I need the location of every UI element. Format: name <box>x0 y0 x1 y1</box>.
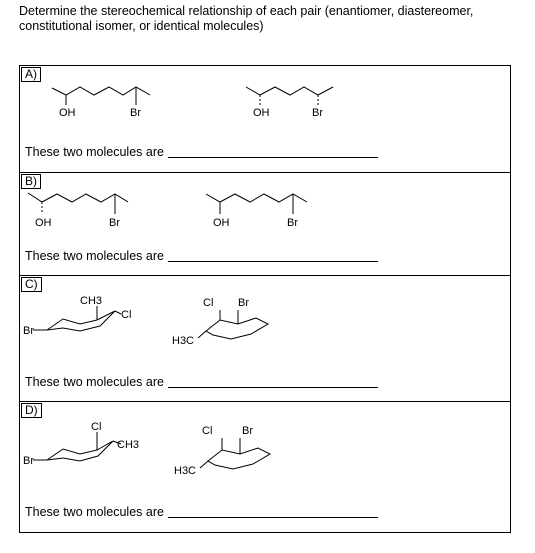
prompt-text: These two molecules are <box>25 505 164 519</box>
prompt-text: These two molecules are <box>25 375 164 389</box>
molecule-c-right <box>168 286 288 356</box>
mol-label: OH <box>59 107 76 119</box>
mol-label: Br <box>23 325 34 337</box>
molecule-a-right <box>240 74 380 124</box>
molecule-d-left <box>25 412 145 472</box>
mol-label: OH <box>35 217 52 229</box>
molecule-c-left <box>25 286 145 346</box>
mol-label: Cl <box>203 297 214 309</box>
answer-blank[interactable] <box>168 387 378 388</box>
prompt-text: These two molecules are <box>25 249 164 263</box>
mol-label: Cl <box>121 309 132 321</box>
question-frame <box>19 65 511 533</box>
mol-label: CH3 <box>117 439 140 451</box>
section-label: D) <box>21 403 42 418</box>
mol-label: Br <box>287 217 298 229</box>
mol-label: CH3 <box>80 295 103 307</box>
molecule-a-left <box>40 74 180 124</box>
mol-label: Br <box>238 297 249 309</box>
answer-blank[interactable] <box>168 261 378 262</box>
mol-label: OH <box>253 107 270 119</box>
mol-label: Br <box>312 107 323 119</box>
mol-label: OH <box>213 217 230 229</box>
mol-label: H3C <box>172 335 195 347</box>
section-c <box>20 275 510 401</box>
instructions-text: Determine the stereochemical relationship of each pair (enantiomer, diastereomer, constitutional isomer, or identical molecules) <box>19 4 474 33</box>
mol-label: H3C <box>174 465 197 477</box>
molecule-d-right <box>170 414 290 484</box>
answer-blank[interactable] <box>168 157 378 158</box>
molecule-b-right <box>202 181 342 231</box>
mol-label: Cl <box>91 421 102 433</box>
section-label: B) <box>21 174 41 189</box>
answer-blank[interactable] <box>168 517 378 518</box>
mol-label: Br <box>23 455 34 467</box>
section-b <box>20 172 510 275</box>
mol-label: Cl <box>202 425 213 437</box>
molecule-b-left <box>25 181 165 231</box>
prompt-text: These two molecules are <box>25 145 164 159</box>
mol-label: Br <box>130 107 141 119</box>
section-label: C) <box>21 277 42 292</box>
section-d <box>20 401 510 534</box>
section-a <box>20 66 510 172</box>
mol-label: Br <box>242 425 253 437</box>
section-label: A) <box>21 67 41 82</box>
mol-label: Br <box>109 217 120 229</box>
